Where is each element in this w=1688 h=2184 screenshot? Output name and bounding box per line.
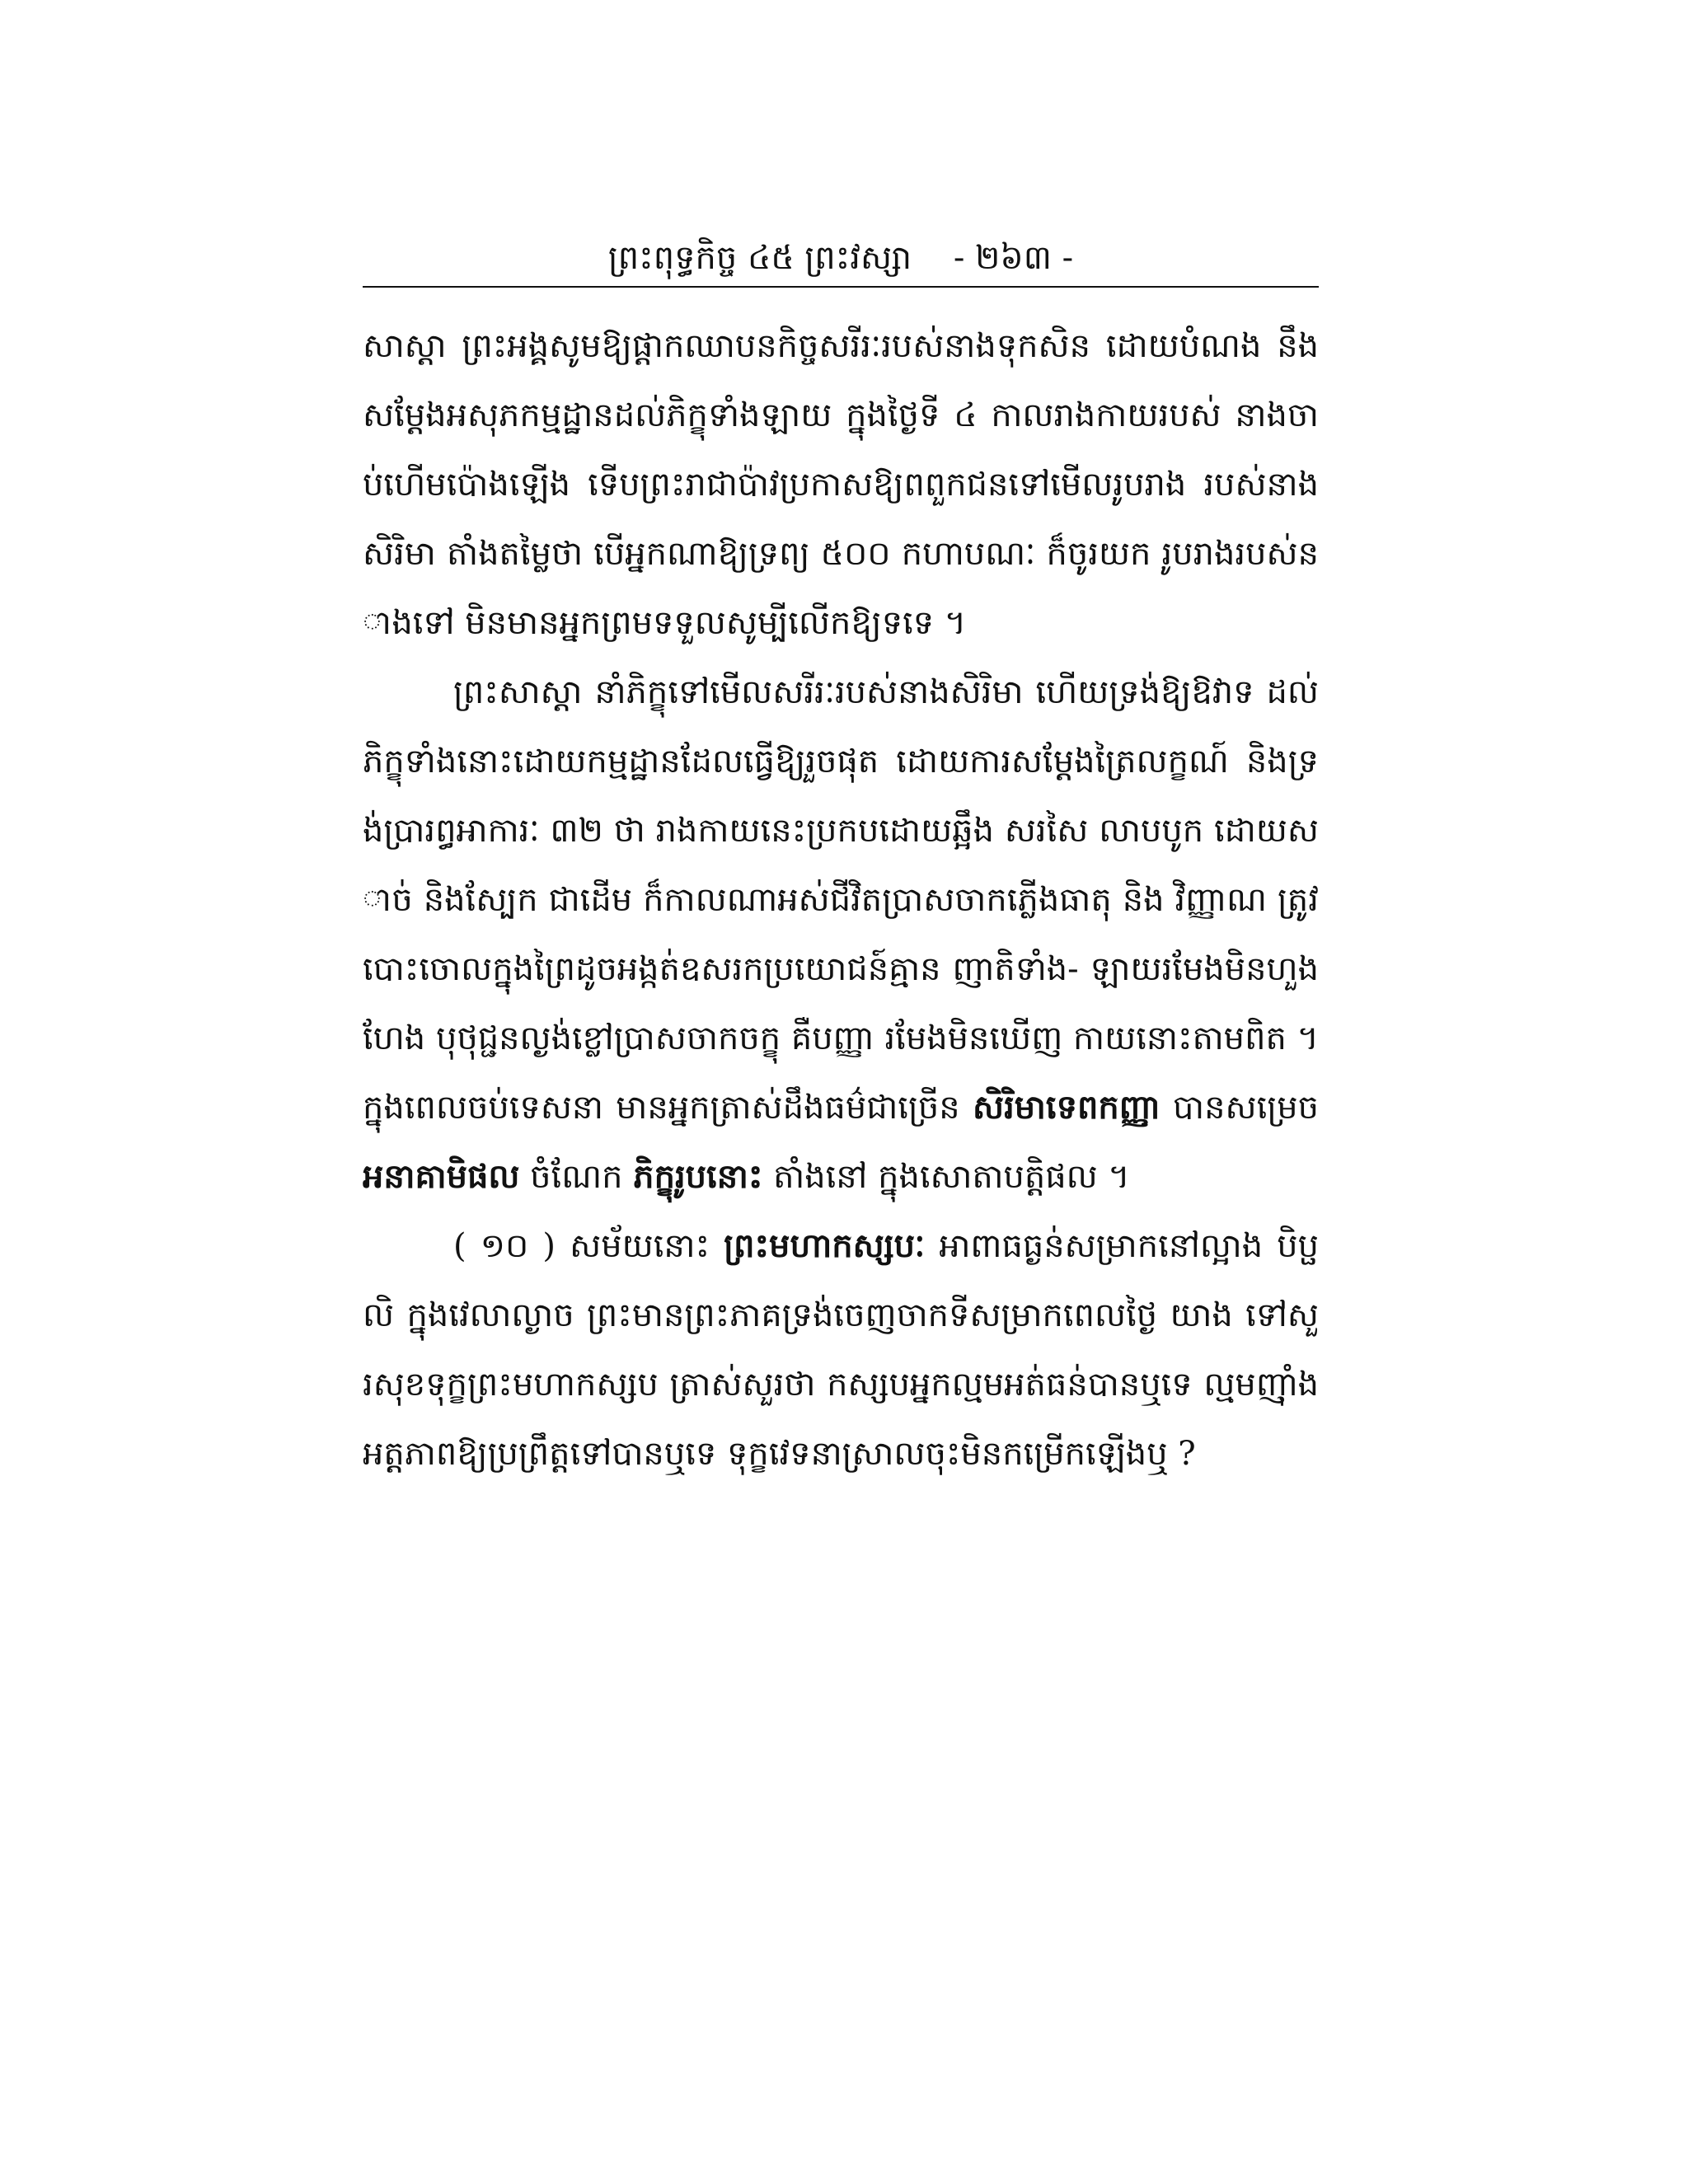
paragraph-1-text: សាស្ដា ព្រះអង្គសូមឱ្យផ្ដាកឈាបនកិច្ចសរីរៈរបស់នាងទុកសិន ដោយបំណង នឹងសម្ដែងអសុភកម្មដ្ឋានដល់ភិក្ខុទាំងឡាយ ក្នុងថ្ងៃទី ៤ កាលរាងកាយរបស់ នាងចាប់ហើមប៉ោងឡើង ទើបព្រះរាជាប៉ាវប្រកាសឱ្យពពួកជនទៅមើលរូបរាង របស់នាងសិរិមា តាំងតម្លៃថា បើអ្នកណាឱ្យទ្រព្យ ៥០០ កហាបណៈ ក៏ចូរយក រូបរាងរបស់នាងទៅ មិនមានអ្នកព្រមទទួលសូម្បីលើកឱ្យទទេ ។	[363, 327, 1319, 642]
paragraph-3	[363, 1212, 1319, 1488]
paragraph-2-text: ព្រះសាស្ដា នាំភិក្ខុទៅមើលសរីរៈរបស់នាងសិរិមា ហើយទ្រង់ឱ្យឱវាទ ដល់ភិក្ខុទាំងនោះដោយកម្មដ្ឋានដែលធ្វើឱ្យរួចផុត ដោយការសម្ដែងត្រៃលក្ខណ៍ និងទ្រង់ប្រារព្ធអាការៈ ៣២ ថា រាងកាយនេះប្រកបដោយឆ្អឹង សរសៃ លាបបូក ដោយសាច់ និងស្បែក ជាដើម ក៏កាលណាអស់ជីវិតប្រាសចាកភ្លើងធាតុ និង វិញ្ញាណ ត្រូវបោះចោលក្នុងព្រៃដូចអង្កត់ឧសរកប្រយោជន៍គ្មាន ញាតិទាំង- ឡាយរមែងមិនហួងហែង បុថុជ្ជនល្ងង់ខ្លៅប្រាសចាកចក្ខុ គឺបញ្ញា រមែងមិនឃើញ កាយនោះតាមពិត ។ ក្នុងពេលចប់ទេសនា មានអ្នកត្រាស់ដឹងធម៌ជាច្រើន	[363, 673, 1319, 1127]
running-title: ព្រះពុទ្ធកិច្ច ៤៥ ព្រះវស្សា	[607, 239, 912, 277]
paragraph-2-bold-name: សិរិមាទេពកញ្ញា	[973, 1088, 1160, 1127]
paragraph-2-text-4: តាំងនៅ ក្នុងសោតាបត្តិផល ។	[762, 1158, 1130, 1196]
body-text	[363, 312, 1319, 1488]
header-divider	[363, 286, 1319, 288]
paragraph-2-text-2: បានសម្រេច	[1160, 1089, 1319, 1127]
running-header	[363, 232, 1319, 284]
paragraph-1	[363, 312, 1319, 658]
page-number: - ២៦៣ -	[953, 239, 1074, 277]
paragraph-2-bold-monk: ភិក្ខុរូបនោះ	[633, 1157, 763, 1196]
paragraph-2-text-3: ចំណែក	[519, 1158, 634, 1196]
paragraph-2	[363, 658, 1319, 1212]
paragraph-3-text-2: អាពាធធ្ងន់សម្រាកនៅល្អាង បិប្ផលិ ក្នុងវេលាល្ងាច ព្រះមានព្រះភាគទ្រង់ចេញចាកទីសម្រាកពេលថ្ងៃ យាង ទៅសួរសុខទុក្ខព្រះមហាកស្សប ត្រាស់សួរថា កស្សបអ្នកល្មមអត់ធន់បានឬទេ ល្មមញ៉ាំងអត្តភាពឱ្យប្រព្រឹត្តទៅបានឬទេ ទុក្ខវេទនាស្រាលចុះមិនកម្រើកឡើងឬ ?	[363, 1227, 1319, 1473]
paragraph-3-bold-name: ព្រះមហាកស្សបៈ	[724, 1226, 926, 1265]
paragraph-2-bold-fruit: អនាគាមិផល	[363, 1157, 520, 1196]
paragraph-3-text: ( ១០ ) សម័យនោះ	[453, 1227, 724, 1265]
